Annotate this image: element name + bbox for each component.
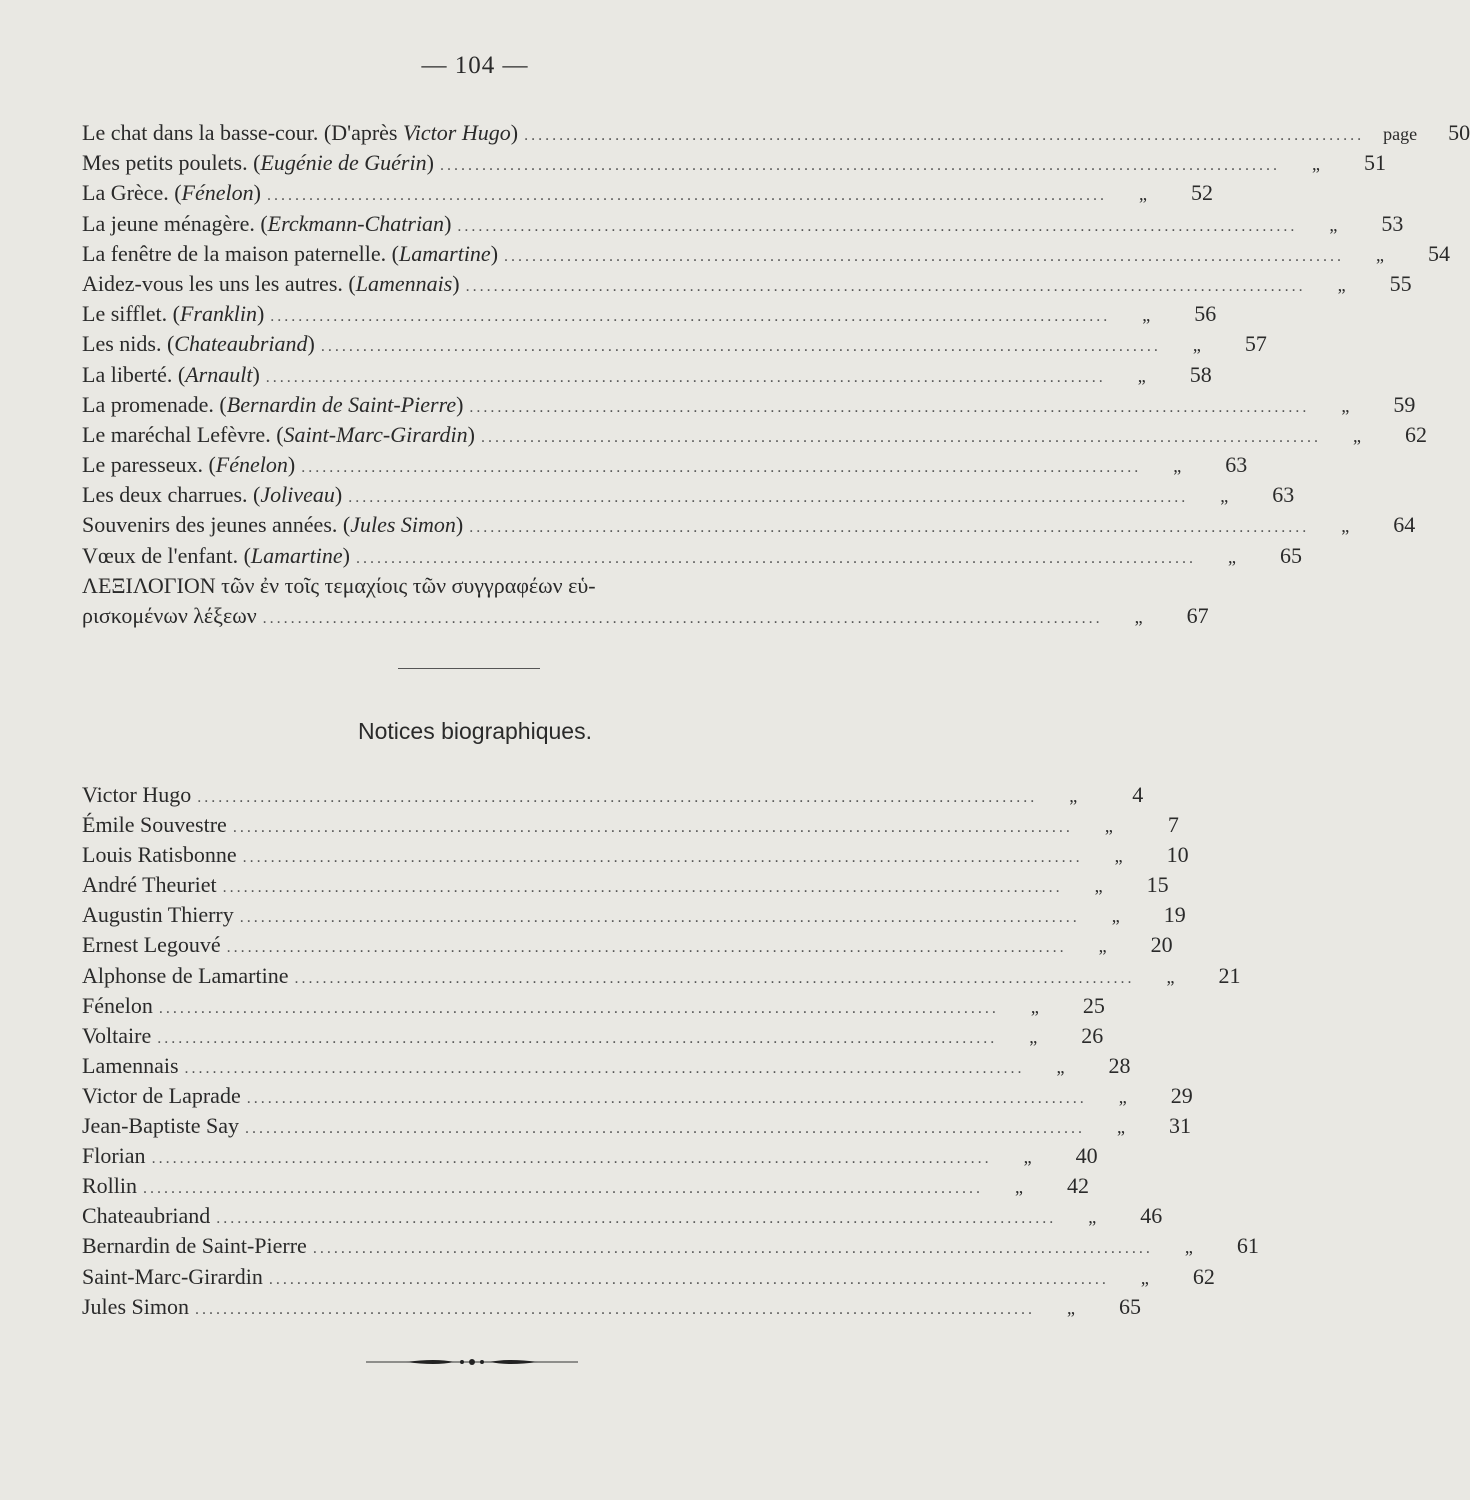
end-ornament [366, 1356, 578, 1368]
toc-entry [82, 239, 1451, 269]
bio-name: André Theuriet [82, 872, 217, 898]
entry-title [82, 299, 264, 329]
bio-name: Voltaire [82, 1022, 152, 1048]
entry-author: Fénelon [181, 180, 254, 206]
page-number-ref: 28 [1108, 1052, 1131, 1078]
table-of-contents [82, 118, 1470, 631]
page-number-ref: 59 [1393, 391, 1416, 417]
dot-leader: ........................................................................................................................ [355, 549, 1196, 567]
page-number-ref: 40 [1075, 1143, 1098, 1169]
page-marker: „ [1094, 876, 1103, 897]
page-marker: „ [1117, 1117, 1126, 1138]
toc-entry [82, 510, 1416, 540]
entry-title [82, 420, 475, 450]
dot-leader: ........................................................................................................................ [222, 879, 1063, 897]
dot-leader: ........................................................................................................................ [469, 519, 1310, 537]
bio-entry [82, 1231, 1259, 1261]
toc-entry [82, 480, 1295, 510]
page-marker: page [1383, 124, 1418, 144]
bio-entry [82, 840, 1189, 870]
page-number-ref: 15 [1146, 872, 1169, 898]
page-marker: „ [1184, 1237, 1193, 1258]
page-marker: „ [1337, 274, 1346, 295]
dot-leader: ........................................................................................................................ [239, 909, 1080, 927]
toc-entry [82, 420, 1427, 450]
page-number-ref: 26 [1081, 1022, 1104, 1048]
entry-author: Bernardin de Saint-Pierre [226, 391, 457, 417]
page-number-ref: 62 [1405, 421, 1427, 447]
section-title: Notices biographiques. [358, 718, 592, 744]
page-marker: „ [1114, 846, 1123, 867]
entry-title [82, 480, 342, 510]
page-number-ref: 63 [1225, 452, 1248, 478]
page-marker: „ [1069, 786, 1078, 806]
entry-title-text: Le chat dans la basse-cour. (D'après [82, 120, 403, 145]
bio-entry [82, 810, 1179, 840]
entry-title-suffix: ) [490, 240, 499, 266]
dot-leader: ........................................................................................................................ [348, 489, 1189, 507]
entry-author: Arnault [185, 361, 253, 387]
page-marker: „ [1030, 996, 1039, 1017]
entry-author: Lamartine [250, 542, 343, 568]
page-marker: „ [1173, 456, 1182, 477]
entry-title-suffix: ) [287, 452, 296, 478]
entry-author: Chateaubriand [174, 331, 308, 357]
entry-author: Jules Simon [350, 512, 456, 538]
bio-entry [82, 1292, 1141, 1322]
page-number-ref: 10 [1166, 842, 1189, 868]
dot-leader: ........................................................................................................................ [157, 1029, 998, 1047]
entry-title-text: Le maréchal Lefèvre. ( [82, 421, 284, 447]
bio-entry [82, 1081, 1193, 1111]
bio-name: Lamennais [82, 1052, 179, 1078]
page-marker: „ [1329, 214, 1338, 235]
page-number-ref: 58 [1189, 361, 1212, 387]
page-number-ref: 19 [1163, 902, 1186, 928]
page-number-ref: 62 [1192, 1263, 1215, 1289]
page-marker: „ [1142, 305, 1151, 326]
dot-leader: ........................................................................................................................ [242, 849, 1083, 867]
dot-leader: ........................................................................................................................ [301, 459, 1142, 477]
dot-leader: ........................................................................................................................ [320, 338, 1161, 356]
biographical-notices-list [82, 780, 1259, 1322]
glossary-entry [82, 601, 1209, 631]
entry-title [82, 118, 518, 148]
entry-title [82, 239, 498, 269]
bio-name: Jules Simon [82, 1293, 189, 1319]
bio-entry [82, 961, 1241, 991]
entry-title-text: La fenêtre de la maison paternelle. ( [82, 240, 400, 266]
dot-leader: ........................................................................................................................ [270, 308, 1111, 326]
page-number-ref: 54 [1428, 240, 1451, 266]
page-number-ref: 46 [1140, 1203, 1163, 1229]
bio-entry [82, 1111, 1192, 1141]
entry-title [82, 390, 463, 420]
entry-author: Franklin [179, 301, 257, 327]
entry-author: Erckmann-Chatrian [267, 210, 445, 236]
bio-entry [82, 1141, 1098, 1171]
entry-title-text: La promenade. ( [82, 391, 227, 417]
page-marker: „ [1111, 906, 1120, 927]
bio-name: Victor de Laprade [82, 1082, 241, 1108]
page-marker: „ [1118, 1086, 1127, 1107]
dot-leader: ........................................................................................................................ [294, 969, 1135, 987]
bio-entry [82, 870, 1169, 900]
bio-name: Florian [82, 1143, 146, 1169]
page-number-ref: 4 [1132, 782, 1144, 807]
entry-author: Fénelon [215, 452, 288, 478]
entry-title-suffix: ) [334, 482, 343, 508]
page-number-ref: 63 [1272, 482, 1295, 508]
entry-author: Joliveau [260, 482, 335, 508]
entry-title [82, 178, 261, 208]
page-number-ref: 25 [1082, 992, 1105, 1018]
bio-name: Ernest Legouvé [82, 932, 221, 958]
dot-leader: ........................................................................................................................ [246, 1089, 1087, 1107]
page-marker: „ [1376, 244, 1385, 265]
page-marker: „ [1166, 966, 1175, 987]
bio-entry [82, 1262, 1215, 1292]
bio-entry [82, 991, 1105, 1021]
bio-name: Chateaubriand [82, 1203, 211, 1229]
dot-leader: ........................................................................................................................ [312, 1240, 1153, 1258]
entry-title [82, 510, 463, 540]
entry-title-suffix: ) [510, 120, 519, 145]
page-marker: „ [1137, 365, 1146, 386]
dot-leader: ........................................................................................................................ [226, 939, 1067, 957]
toc-entry [82, 118, 1470, 148]
entry-title-suffix: ) [252, 361, 260, 387]
entry-title-text: La liberté. ( [82, 361, 186, 387]
page-number-ref: 29 [1170, 1082, 1193, 1108]
toc-entry [82, 269, 1412, 299]
glossary-entry-line1: ΛΕΞΙΛΟΓΙΟΝ τῶν ἐν τοῖς τεμαχίοις τῶν συγγραφέων εὑ- [82, 572, 596, 598]
entry-title-text: Souvenirs des jeunes années. ( [82, 512, 351, 538]
entry-title-text: Le sifflet. ( [82, 301, 180, 327]
dot-leader: ........................................................................................................................ [524, 127, 1365, 144]
page-marker: „ [1220, 486, 1229, 507]
entry-title-suffix: ) [426, 150, 434, 176]
dot-leader: ........................................................................................................................ [143, 1180, 984, 1198]
toc-entry [82, 299, 1217, 329]
dot-leader: ........................................................................................................................ [197, 789, 1038, 806]
bio-entry [82, 900, 1186, 930]
entry-author: Saint-Marc-Girardin [283, 421, 468, 447]
page-number-ref: 42 [1067, 1173, 1090, 1199]
page-number-ref: 21 [1218, 962, 1241, 988]
dot-leader: ........................................................................................................................ [465, 277, 1306, 295]
entry-title-suffix: ) [253, 180, 261, 206]
entry-title-suffix: ) [256, 301, 265, 327]
entry-title-text: Le paresseux. ( [82, 452, 216, 478]
page-number-ref: 53 [1381, 210, 1404, 236]
entry-author: Victor Hugo [403, 120, 511, 145]
toc-entry [82, 178, 1213, 208]
entry-title-suffix: ) [342, 542, 350, 568]
page-number-ref: 52 [1190, 180, 1213, 206]
bio-name: Louis Ratisbonne [82, 842, 237, 868]
page-marker: „ [1134, 607, 1143, 627]
entry-title-suffix: ) [452, 270, 460, 296]
entry-title [82, 450, 295, 480]
toc-entry [82, 148, 1386, 178]
entry-title [82, 148, 434, 178]
dot-leader: ........................................................................................................................ [457, 217, 1298, 235]
entry-title-text: Vœux de l'enfant. ( [82, 542, 251, 568]
entry-title-text: Les deux charrues. ( [82, 482, 261, 508]
page-marker: „ [1023, 1147, 1032, 1168]
bio-entry [82, 780, 1144, 810]
bio-name: Saint-Marc-Girardin [82, 1263, 263, 1289]
bio-name: Bernardin de Saint-Pierre [82, 1233, 307, 1259]
page-marker: „ [1341, 395, 1350, 416]
entry-title-suffix: ) [456, 391, 464, 417]
entry-title-text: La jeune ménagère. ( [82, 210, 268, 236]
page-number-ref: 31 [1169, 1113, 1192, 1139]
entry-title-suffix: ) [307, 331, 315, 357]
bio-name: Rollin [82, 1173, 138, 1199]
entry-author: Lamennais [355, 270, 453, 296]
page-marker: „ [1088, 1207, 1097, 1228]
toc-entry [82, 329, 1267, 359]
dot-leader: ........................................................................................................................ [184, 1059, 1025, 1077]
page-number-ref: 51 [1363, 150, 1386, 176]
page-marker: „ [1311, 154, 1320, 175]
bio-entry [82, 1171, 1090, 1201]
toc-entry [82, 390, 1416, 420]
page-number-ref: 65 [1118, 1293, 1141, 1319]
entry-title-suffix: ) [467, 421, 475, 447]
bio-name: Augustin Thierry [82, 902, 234, 928]
entry-title-text: Mes petits poulets. ( [82, 150, 261, 176]
entry-author: Eugénie de Guérin [260, 150, 427, 176]
bio-name: Victor Hugo [82, 782, 192, 807]
page-number-ref: 7 [1167, 812, 1179, 838]
page-marker: „ [1066, 1297, 1075, 1318]
page-marker: „ [1227, 546, 1236, 567]
dot-leader: ........................................................................................................................ [245, 1120, 1086, 1138]
entry-title [82, 269, 460, 299]
page-marker: „ [1098, 936, 1107, 957]
page-number-ref: 67 [1186, 603, 1209, 628]
bio-entry [82, 1201, 1163, 1231]
page-number-ref: 61 [1236, 1233, 1259, 1259]
dot-leader: ........................................................................................................................ [216, 1210, 1057, 1228]
entry-title-text: Aidez-vous les uns les autres. ( [82, 270, 356, 296]
entry-title [82, 360, 260, 390]
page-marker: „ [1015, 1177, 1024, 1198]
entry-title [82, 541, 350, 571]
page-number-ref: 65 [1279, 542, 1302, 568]
dot-leader: ........................................................................................................................ [266, 187, 1107, 205]
dot-leader: ........................................................................................................................ [151, 1150, 992, 1168]
toc-entry [82, 209, 1404, 239]
page-number-ref: 55 [1389, 270, 1412, 296]
toc-entry [82, 541, 1302, 571]
entry-title-suffix: ) [444, 210, 452, 236]
page-number-ref: 56 [1194, 301, 1217, 327]
page-number-ref: 50 [1448, 120, 1470, 145]
dot-leader: ........................................................................................................................ [262, 610, 1103, 627]
dot-leader: ........................................................................................................................ [194, 1300, 1035, 1318]
dot-leader: ........................................................................................................................ [158, 999, 999, 1017]
dot-leader: ........................................................................................................................ [439, 157, 1280, 175]
page-number-ref: 20 [1150, 932, 1173, 958]
bio-name: Alphonse de Lamartine [82, 962, 289, 988]
toc-entry [82, 450, 1248, 480]
entry-title [82, 209, 451, 239]
dot-leader: ........................................................................................................................ [265, 368, 1106, 386]
page-marker: „ [1104, 816, 1113, 837]
page-marker: „ [1029, 1026, 1038, 1047]
dot-leader: ........................................................................................................................ [232, 819, 1073, 837]
page-number: — 104 — [421, 52, 529, 79]
dot-leader: ........................................................................................................................ [268, 1270, 1109, 1288]
bio-name: Émile Souvestre [82, 812, 227, 838]
page-number-ref: 57 [1244, 331, 1267, 357]
dot-leader: ........................................................................................................................ [469, 398, 1310, 416]
entry-title-text: Les nids. ( [82, 331, 175, 357]
dot-leader: ........................................................................................................................ [504, 247, 1345, 265]
page-marker: „ [1353, 425, 1361, 446]
entry-title-text: La Grèce. ( [82, 180, 182, 206]
entry-author: Lamartine [399, 240, 491, 266]
glossary-entry-line2: ρισκομένων λέξεων [82, 603, 257, 628]
bio-name: Jean-Baptiste Say [82, 1113, 240, 1139]
bio-entry [82, 930, 1173, 960]
toc-entry [82, 360, 1212, 390]
page-marker: „ [1341, 516, 1350, 537]
page-marker: „ [1140, 1267, 1149, 1288]
bio-entry [82, 1021, 1104, 1051]
page-marker: „ [1138, 184, 1147, 205]
entry-title [82, 329, 315, 359]
bio-name: Fénelon [82, 992, 153, 1018]
entry-title-suffix: ) [455, 512, 464, 538]
page-number-ref: 64 [1393, 512, 1416, 538]
page-marker: „ [1192, 335, 1201, 356]
page-marker: „ [1056, 1056, 1065, 1077]
dot-leader: ........................................................................................................................ [481, 428, 1321, 446]
section-divider [398, 668, 540, 669]
bio-entry [82, 1051, 1131, 1081]
